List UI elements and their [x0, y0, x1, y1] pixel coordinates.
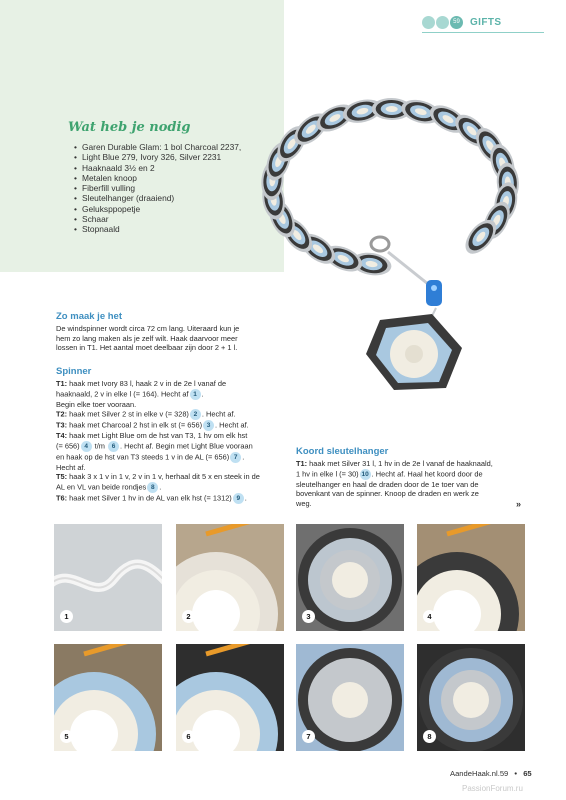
section-label: GIFTS	[470, 17, 502, 28]
issue-dot	[422, 16, 435, 29]
photo-number: 7	[302, 730, 315, 743]
header-divider	[422, 32, 544, 33]
list-item: • Stopnaald	[74, 224, 241, 234]
cord-line	[388, 252, 428, 284]
watermark: PassionForum.ru	[462, 784, 523, 793]
section-header	[422, 16, 501, 29]
list-item: • Schaar	[74, 214, 241, 224]
photo-number: 4	[423, 610, 436, 623]
photo-number: 5	[60, 730, 73, 743]
photo-number: 6	[182, 730, 195, 743]
step-photo	[176, 524, 284, 631]
step-badge: 10	[361, 470, 369, 478]
instruction-line: T1: haak met Ivory 83 l, haak 2 v in de 2e l vanaf de	[56, 379, 227, 388]
cord-instructions	[296, 459, 526, 508]
step-photo	[54, 644, 162, 751]
list-item: • Garen Durable Glam: 1 bol Charcoal 2237,	[74, 142, 241, 152]
list-item: • Sleutelhanger (draaiend)	[74, 193, 241, 203]
step-photo	[296, 524, 404, 631]
issue-dot	[436, 16, 449, 29]
page-footer	[450, 769, 532, 778]
materials-title: Wat heb je nodig	[68, 120, 191, 135]
instructions-title: Zo maak je het	[56, 311, 122, 322]
instruction-line: 1 hv in elke l (= 30) 10 . Hecht af. Haal het koord door de	[296, 469, 483, 479]
list-item: • Light Blue 279, Ivory 326, Silver 2231	[74, 152, 241, 162]
photo-number: 1	[60, 610, 73, 623]
instruction-line: T3: haak met Charcoal 2 hst in elk st (= 656) 3 . Hecht af.	[56, 420, 249, 430]
photo-number: 2	[182, 610, 195, 623]
issue-dots	[422, 16, 464, 29]
instruction-line: AL en VL van beide rondjes 8 .	[56, 482, 162, 492]
list-item: • Haaknaald 3½ en 2	[74, 163, 241, 173]
cord-title: Koord sleutelhanger	[296, 446, 389, 457]
step-badge: 1	[190, 389, 201, 400]
instruction-line: sleutelhanger en haal de draden door de 1e toer van de	[296, 479, 479, 489]
photo-number: 8	[423, 730, 436, 743]
instructions-intro: De windspinner wordt circa 72 cm lang. Uiteraard kun je hem zo lang maken als je zelf wilt. Haak daarvoor meer lossen in T1. Het aantal moet deelbaar zijn door 2 + 1 l.	[56, 324, 240, 353]
instruction-line: en haak op de hst van T3 steeds 1 v in de AL (= 656) 7 .	[56, 452, 245, 462]
issue-dot-active: 59	[450, 16, 463, 29]
instruction-line: T2: haak met Silver 2 st in elke v (= 328) 2 . Hecht af.	[56, 409, 236, 419]
step-photo	[296, 644, 404, 751]
list-item: • Geluksppopetje	[74, 204, 241, 214]
footer-separator: •	[514, 769, 518, 778]
site-name: AandeHaak.nl.59	[450, 769, 509, 778]
list-item: • Metalen knoop	[74, 173, 241, 183]
instruction-line: haaknaald, 2 v in elke l (= 164). Hecht af 1 .	[56, 389, 204, 399]
instruction-line: T4: haak met Light Blue om de hst van T3, 1 hv om elk hst	[56, 431, 248, 441]
spinner-title: Spinner	[56, 366, 92, 377]
step-photo	[176, 644, 284, 751]
step-badge: 2	[190, 409, 201, 420]
clasp-icon	[371, 237, 389, 251]
step-badge: 3	[203, 420, 214, 431]
materials-list	[74, 142, 241, 235]
instruction-line: T5: haak 3 x 1 v in 1 v, 2 v in 1 v, herhaal dit 5 x en steek in de	[56, 472, 260, 482]
step-badge: 6	[108, 441, 119, 452]
instruction-line: weg.	[296, 498, 312, 508]
instruction-line: T1: haak met Silver 31 l, 1 hv in de 2e l vanaf de haaknaald,	[296, 459, 493, 468]
step-badge: 7	[230, 452, 241, 463]
bead-icon	[426, 280, 442, 306]
step-badge: 9	[233, 493, 244, 504]
instruction-line: Begin elke toer vooraan.	[56, 399, 137, 409]
instruction-line: (= 656) 4 t/m 6 . Hecht af. Begin met Light Blue vooraan	[56, 441, 253, 451]
step-photo	[417, 524, 525, 631]
photo-number: 3	[302, 610, 315, 623]
step-badge: 4	[81, 441, 92, 452]
page-number: 65	[523, 769, 532, 778]
instruction-line: Hecht af.	[56, 462, 86, 472]
spinner-instructions	[56, 379, 290, 504]
step-badge: 8	[147, 482, 158, 493]
step-photo	[54, 524, 162, 631]
instruction-line: T6: haak met Silver 1 hv in de AL van elk hst (= 1312) 9 .	[56, 493, 247, 503]
instruction-line: bovenkant van de spinner. Knoop de draden en werk ze	[296, 489, 479, 499]
continue-arrows: »	[516, 499, 522, 509]
step-photo	[417, 644, 525, 751]
list-item: • Fiberfill vulling	[74, 183, 241, 193]
